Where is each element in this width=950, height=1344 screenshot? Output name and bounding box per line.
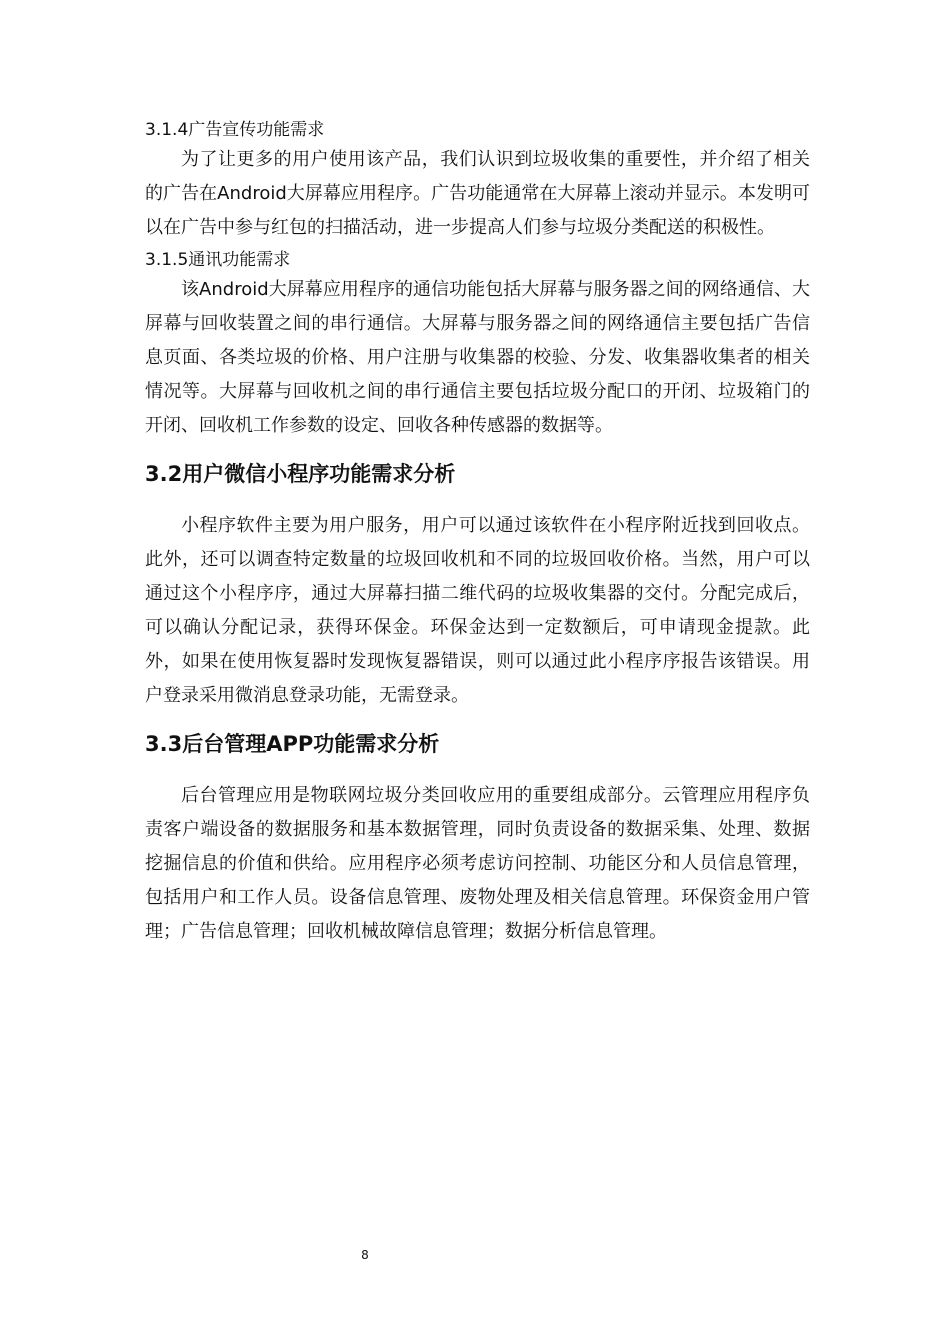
section-paragraph-3-2: 小程序软件主要为用户服务，用户可以通过该软件在小程序附近找到回收点。此外，还可以调查特定数量的垃圾回收机和不同的垃圾回收价格。当然，用户可以通过这个小程序序，通过大屏幕扫描二维代码的垃圾收集器的交付。分配完成后，可以确认分配记录，获得环保金。环保金达到一定数额后，可申请现金提款。此外，如果在使用恢复器时发现恢复器错误，则可以通过此小程序序报告该错误。用户登录采用微消息登录功能，无需登录。	[145, 515, 810, 706]
section-heading-3-3: 3.3后台管理APP功能需求分析	[145, 732, 440, 756]
page-content	[145, 117, 810, 951]
section-paragraph-3-1-4: 为了让更多的用户使用该产品，我们认识到垃圾收集的重要性，并介绍了相关的广告在Android大屏幕应用程序。广告功能通常在大屏幕上滚动并显示。本发明可以在广告中参与红包的扫描活动，进一步提高人们参与垃圾分类配送的积极性。	[145, 149, 810, 238]
section-heading-3-1-4: 3.1.4广告宣传功能需求	[145, 120, 325, 140]
section-heading-3-2: 3.2用户微信小程序功能需求分析	[145, 462, 456, 486]
section-paragraph-3-3: 后台管理应用是物联网垃圾分类回收应用的重要组成部分。云管理应用程序负责客户端设备的数据服务和基本数据管理，同时负责设备的数据采集、处理、数据挖掘信息的价值和供给。应用程序必须考虑访问控制、功能区分和人员信息管理，包括用户和工作人员。设备信息管理、废物处理及相关信息管理。环保资金用户管理；广告信息管理；回收机械故障信息管理；数据分析信息管理。	[145, 785, 810, 942]
section-heading-3-1-5: 3.1.5通讯功能需求	[145, 250, 291, 270]
page-number: 8	[361, 1248, 369, 1262]
section-paragraph-3-1-5: 该Android大屏幕应用程序的通信功能包括大屏幕与服务器之间的网络通信、大屏幕与回收装置之间的串行通信。大屏幕与服务器之间的网络通信主要包括广告信息页面、各类垃圾的价格、用户注册与收集器的校验、分发、收集器收集者的相关情况等。大屏幕与回收机之间的串行通信主要包括垃圾分配口的开闭、垃圾箱门的开闭、回收机工作参数的设定、回收各种传感器的数据等。	[145, 279, 810, 436]
